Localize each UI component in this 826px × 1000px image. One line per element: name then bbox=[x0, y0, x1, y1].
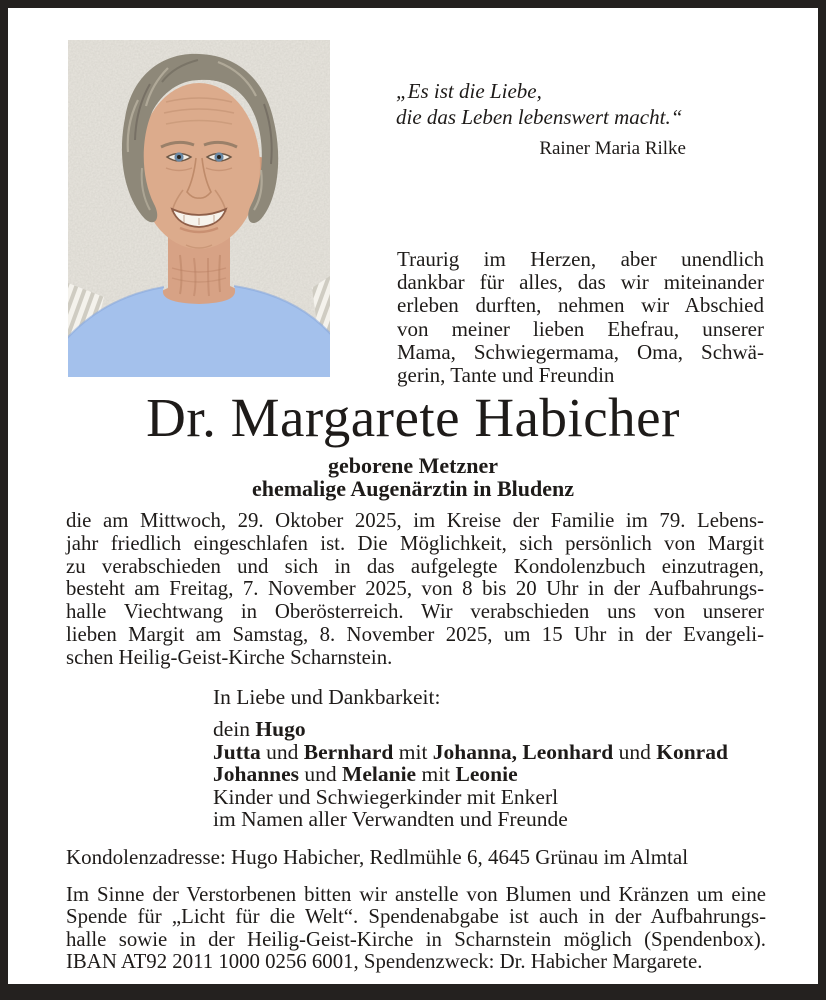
mourner-joiner: mit bbox=[416, 762, 456, 787]
mourner-name: Johannes bbox=[213, 762, 300, 787]
mourner-name: Melanie bbox=[342, 762, 417, 787]
announcement-line: zu verabschieden und sich in das aufgelegte Kondolenzbuch einzutragen, bbox=[66, 554, 764, 578]
announcement-line: halle Viechtwang in Oberösterreich. Wir verabschieden uns von unserer bbox=[66, 600, 764, 624]
mourner-joiner: mit bbox=[393, 739, 433, 764]
mourner-name: Leonie bbox=[455, 762, 518, 787]
announcement-line: schen Heilig-Geist-Kirche Scharnstein. bbox=[66, 645, 393, 669]
deceased-birth-name: geborene Metzner bbox=[327, 453, 499, 478]
mourner-line-family-2 bbox=[213, 763, 728, 786]
condolence-address: Kondolenzadresse: Hugo Habicher, Redlmühle 6, 4645 Grünau im Almtal bbox=[66, 845, 689, 869]
intro-line: von meiner lieben Ehefrau, unserer bbox=[397, 316, 764, 341]
mourner-line-friends: im Namen aller Verwandten und Freunde bbox=[213, 807, 568, 832]
mourner-line-family-1 bbox=[213, 741, 728, 764]
mourner-joiner: und bbox=[613, 739, 657, 764]
donation-paragraph bbox=[66, 884, 766, 974]
mourner-name: Bernhard bbox=[303, 739, 394, 764]
donation-line: Spende für „Licht für die Welt“. Spendenabgabe ist auch in der Aufbahrungs- bbox=[66, 905, 766, 929]
intro-line: erleben durften, nehmen wir Abschied bbox=[397, 293, 764, 318]
mourner-name: Johanna, Leonhard bbox=[432, 739, 614, 764]
mourner-name: Hugo bbox=[255, 717, 306, 741]
mourner-joiner: und bbox=[260, 739, 304, 764]
deceased-portrait-photo bbox=[68, 40, 330, 377]
portrait-illustration bbox=[68, 40, 330, 377]
deceased-profession: ehemalige Augenärztin in Bludenz bbox=[251, 476, 575, 501]
farewell-block bbox=[213, 686, 728, 831]
intro-line: dankbar für alles, das wir miteinander bbox=[397, 270, 764, 295]
announcement-line: lieben Margit am Samstag, 8. November 2025, um 15 Uhr in der Evangeli- bbox=[66, 622, 764, 646]
announcement-line: die am Mittwoch, 29. Oktober 2025, im Kreise der Familie im 79. Lebens- bbox=[66, 509, 764, 532]
intro-paragraph bbox=[397, 248, 764, 387]
announcement-line: jahr friedlich eingeschlafen ist. Die Möglichkeit, sich persönlich von Margit bbox=[66, 531, 764, 555]
mourner-prefix: dein bbox=[213, 717, 256, 741]
intro-line: Traurig im Herzen, aber unendlich bbox=[397, 247, 764, 271]
mourner-name: Jutta bbox=[213, 739, 261, 764]
announcement-line: besteht am Freitag, 7. November 2025, von 8 bis 20 Uhr in der Aufbahrungs- bbox=[66, 577, 764, 601]
mourner-line-husband bbox=[213, 718, 728, 741]
announcement-paragraph bbox=[66, 510, 764, 670]
obituary-card bbox=[8, 8, 818, 984]
deceased-name: Dr. Margarete Habicher bbox=[146, 387, 680, 448]
quote-block bbox=[396, 78, 696, 160]
donation-line: Im Sinne der Verstorbenen bitten wir anstelle von Blumen und Kränzen um eine bbox=[66, 883, 766, 906]
intro-line: Mama, Schwiegermama, Oma, Schwä- bbox=[397, 339, 764, 364]
mourner-name: Konrad bbox=[656, 739, 728, 764]
farewell-heading: In Liebe und Dankbarkeit: bbox=[213, 685, 441, 709]
mourner-joiner: und bbox=[299, 762, 343, 787]
mourner-line-relatives: Kinder und Schwiegerkinder mit Enkerl bbox=[213, 784, 559, 809]
quote-line-1: „Es ist die Liebe, bbox=[396, 79, 542, 103]
donation-line: IBAN AT92 2011 1000 0256 6001, Spendenzweck: Dr. Habicher Margarete. bbox=[66, 950, 703, 974]
quote-line-2: die das Leben lebenswert macht.“ bbox=[396, 105, 683, 129]
intro-line: gerin, Tante und Freundin bbox=[397, 363, 615, 388]
donation-line: halle sowie in der Heilig-Geist-Kirche in Scharnstein möglich (Spendenbox). bbox=[66, 927, 766, 951]
quote-attribution: Rainer Maria Rilke bbox=[539, 138, 686, 159]
